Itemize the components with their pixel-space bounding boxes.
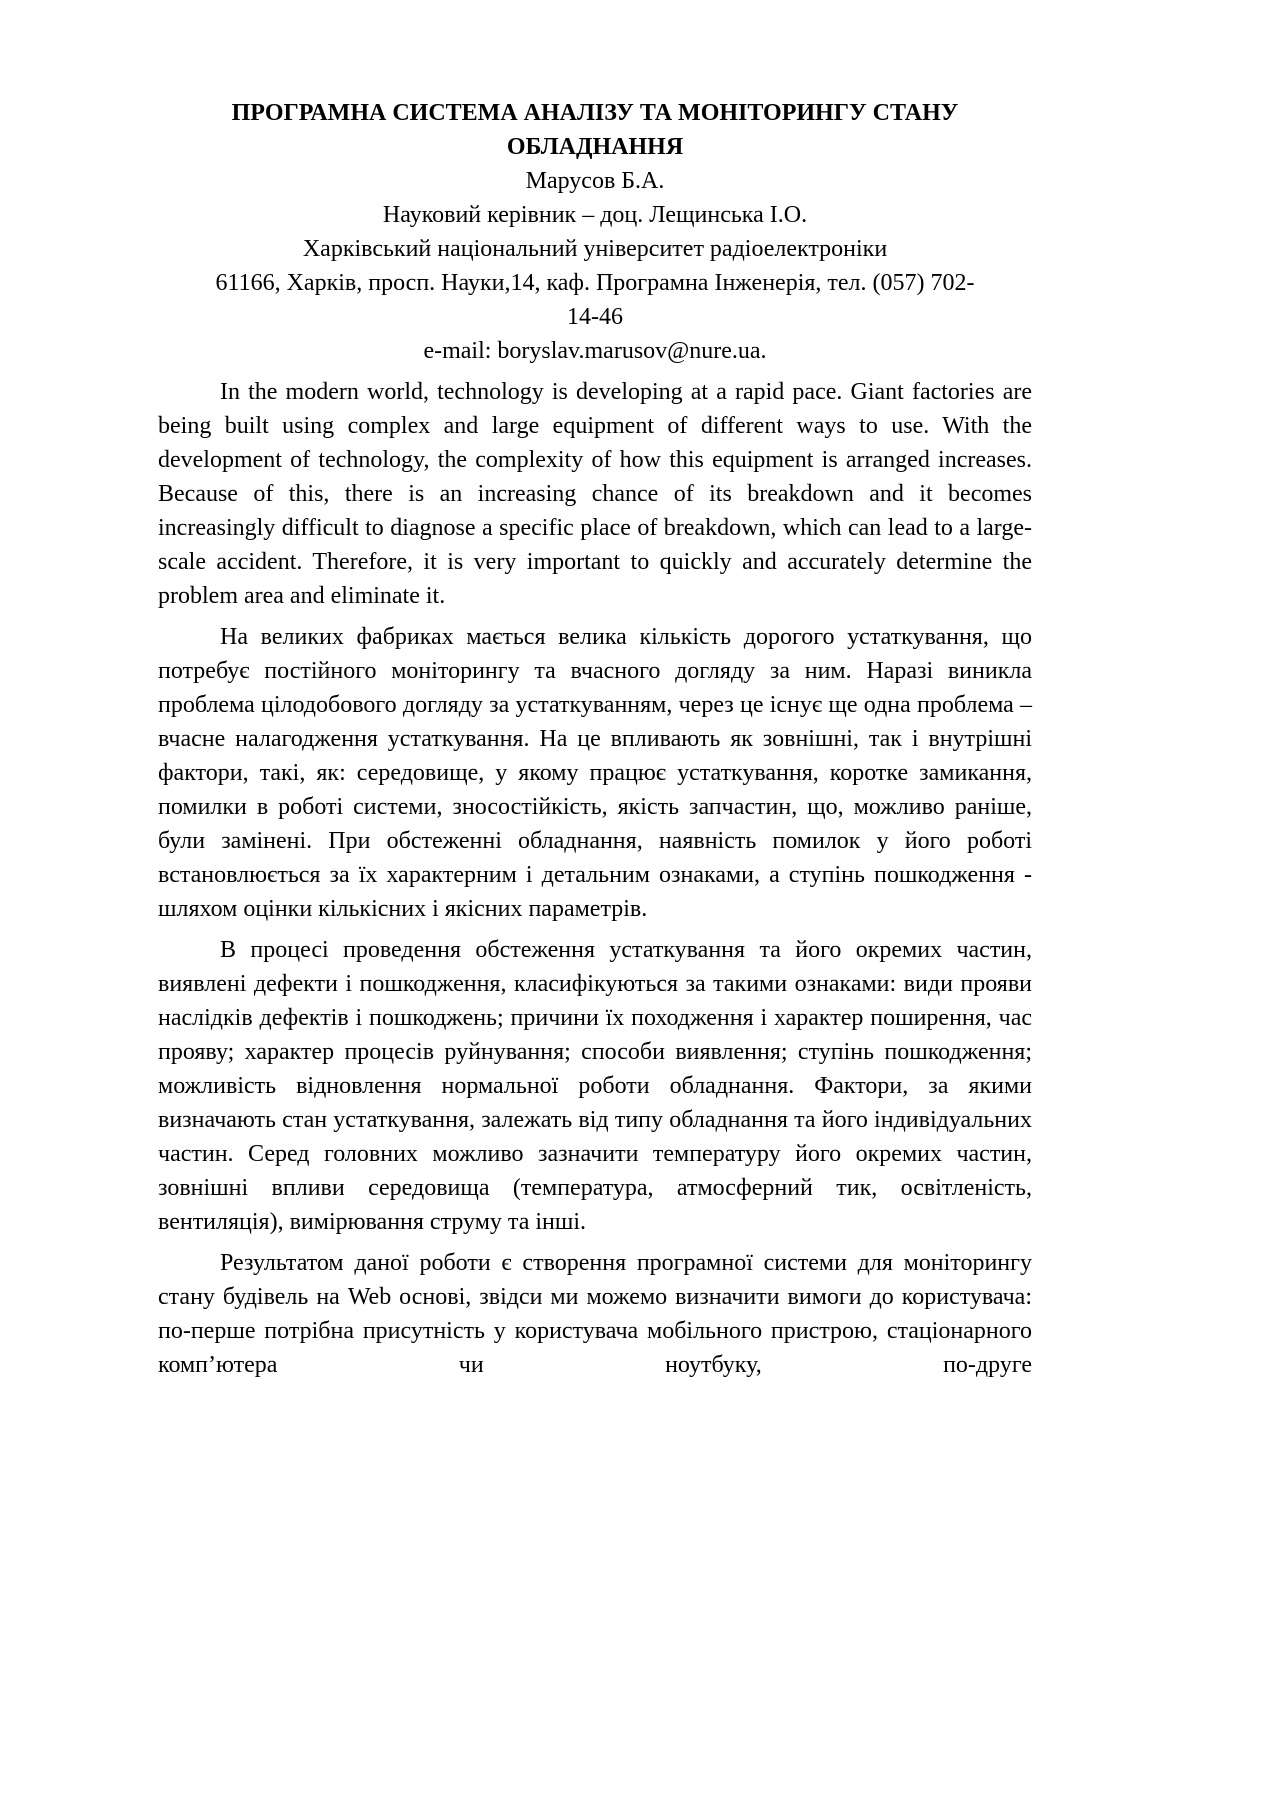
paragraph-work-result: Результатом даної роботи є створення програмної системи для моніторингу стану будівель на Web основі, звідси ми можемо визначити вимоги до користувача: по-перше потрібна присутність у користувача мобільного пристрою, стаціонарного комп’ютера чи ноутбуку, по-друге (158, 1250, 1032, 1378)
affiliation-line: Харківський національний університет радіоелектроніки (302, 236, 888, 262)
address-line-1: 61166, Харків, просп. Науки,14, каф. Програмна Інженерія, тел. (057) 702- (215, 270, 975, 296)
paragraph-monitoring-problem: На великих фабриках мається велика кількість дорогого устаткування, що потребує постійного моніторингу та вчасного догляду за ним. Наразі виникла проблема цілодобового догляду за устаткуванням, через це існує ще одна проблема – вчасне налагодження устаткування. На це впливають як зовнішні, так і внутрішні фактори, такі, як: середовище, у якому працює устаткування, коротке замикання, помилки в роботі системи, зносостійкість, якість запчастин, що, можливо раніше, були замінені. При обстеженні обладнання, наявність помилок у його роботі встановлюється за їх характерним і детальним ознаками, а ступінь пошкодження - шляхом оцінки кількісних і якісних параметрів. (158, 624, 1032, 922)
author-name: Марусов Б.А. (525, 168, 665, 194)
paragraph-defect-classification: В процесі проведення обстеження устаткування та його окремих частин, виявлені дефекти і пошкодження, класифікуються за такими ознаками: види прояви наслідків дефектів і пошкоджень; причини їх походження і характер поширення, час прояву; характер процесів руйнування; способи виявлення; ступінь пошкодження; можливість відновлення нормальної роботи обладнання. Фактори, за якими визначають стан устаткування, залежать від типу обладнання та його індивідуальних частин. Серед головних можливо зазначити температуру його окремих частин, зовнішні впливи середовища (температура, атмосферний тик, освітленість, вентиляція), вимірювання струму та інші. (158, 937, 1032, 1235)
address-line-2: 14-46 (567, 304, 623, 330)
supervisor-line: Науковий керівник – доц. Лещинська І.О. (382, 202, 808, 228)
paper-body (158, 375, 1032, 1382)
paper-title: ПРОГРАМНА СИСТЕМА АНАЛІЗУ ТА МОНІТОРИНГУ СТАНУ ОБЛАДНАННЯ (231, 100, 959, 160)
paper-header (158, 96, 1032, 368)
paragraph-english-abstract: In the modern world, technology is developing at a rapid pace. Giant factories are being built using complex and large equipment of different ways to use. With the development of technology, the complexity of how this equipment is arranged increases. Because of this, there is an increasing chance of its breakdown and it becomes increasingly difficult to diagnose a specific place of breakdown, which can lead to a large-scale accident. Therefore, it is very important to quickly and accurately determine the problem area and eliminate it. (158, 379, 1032, 609)
email-line: e-mail: boryslav.marusov@nure.ua. (423, 338, 767, 364)
